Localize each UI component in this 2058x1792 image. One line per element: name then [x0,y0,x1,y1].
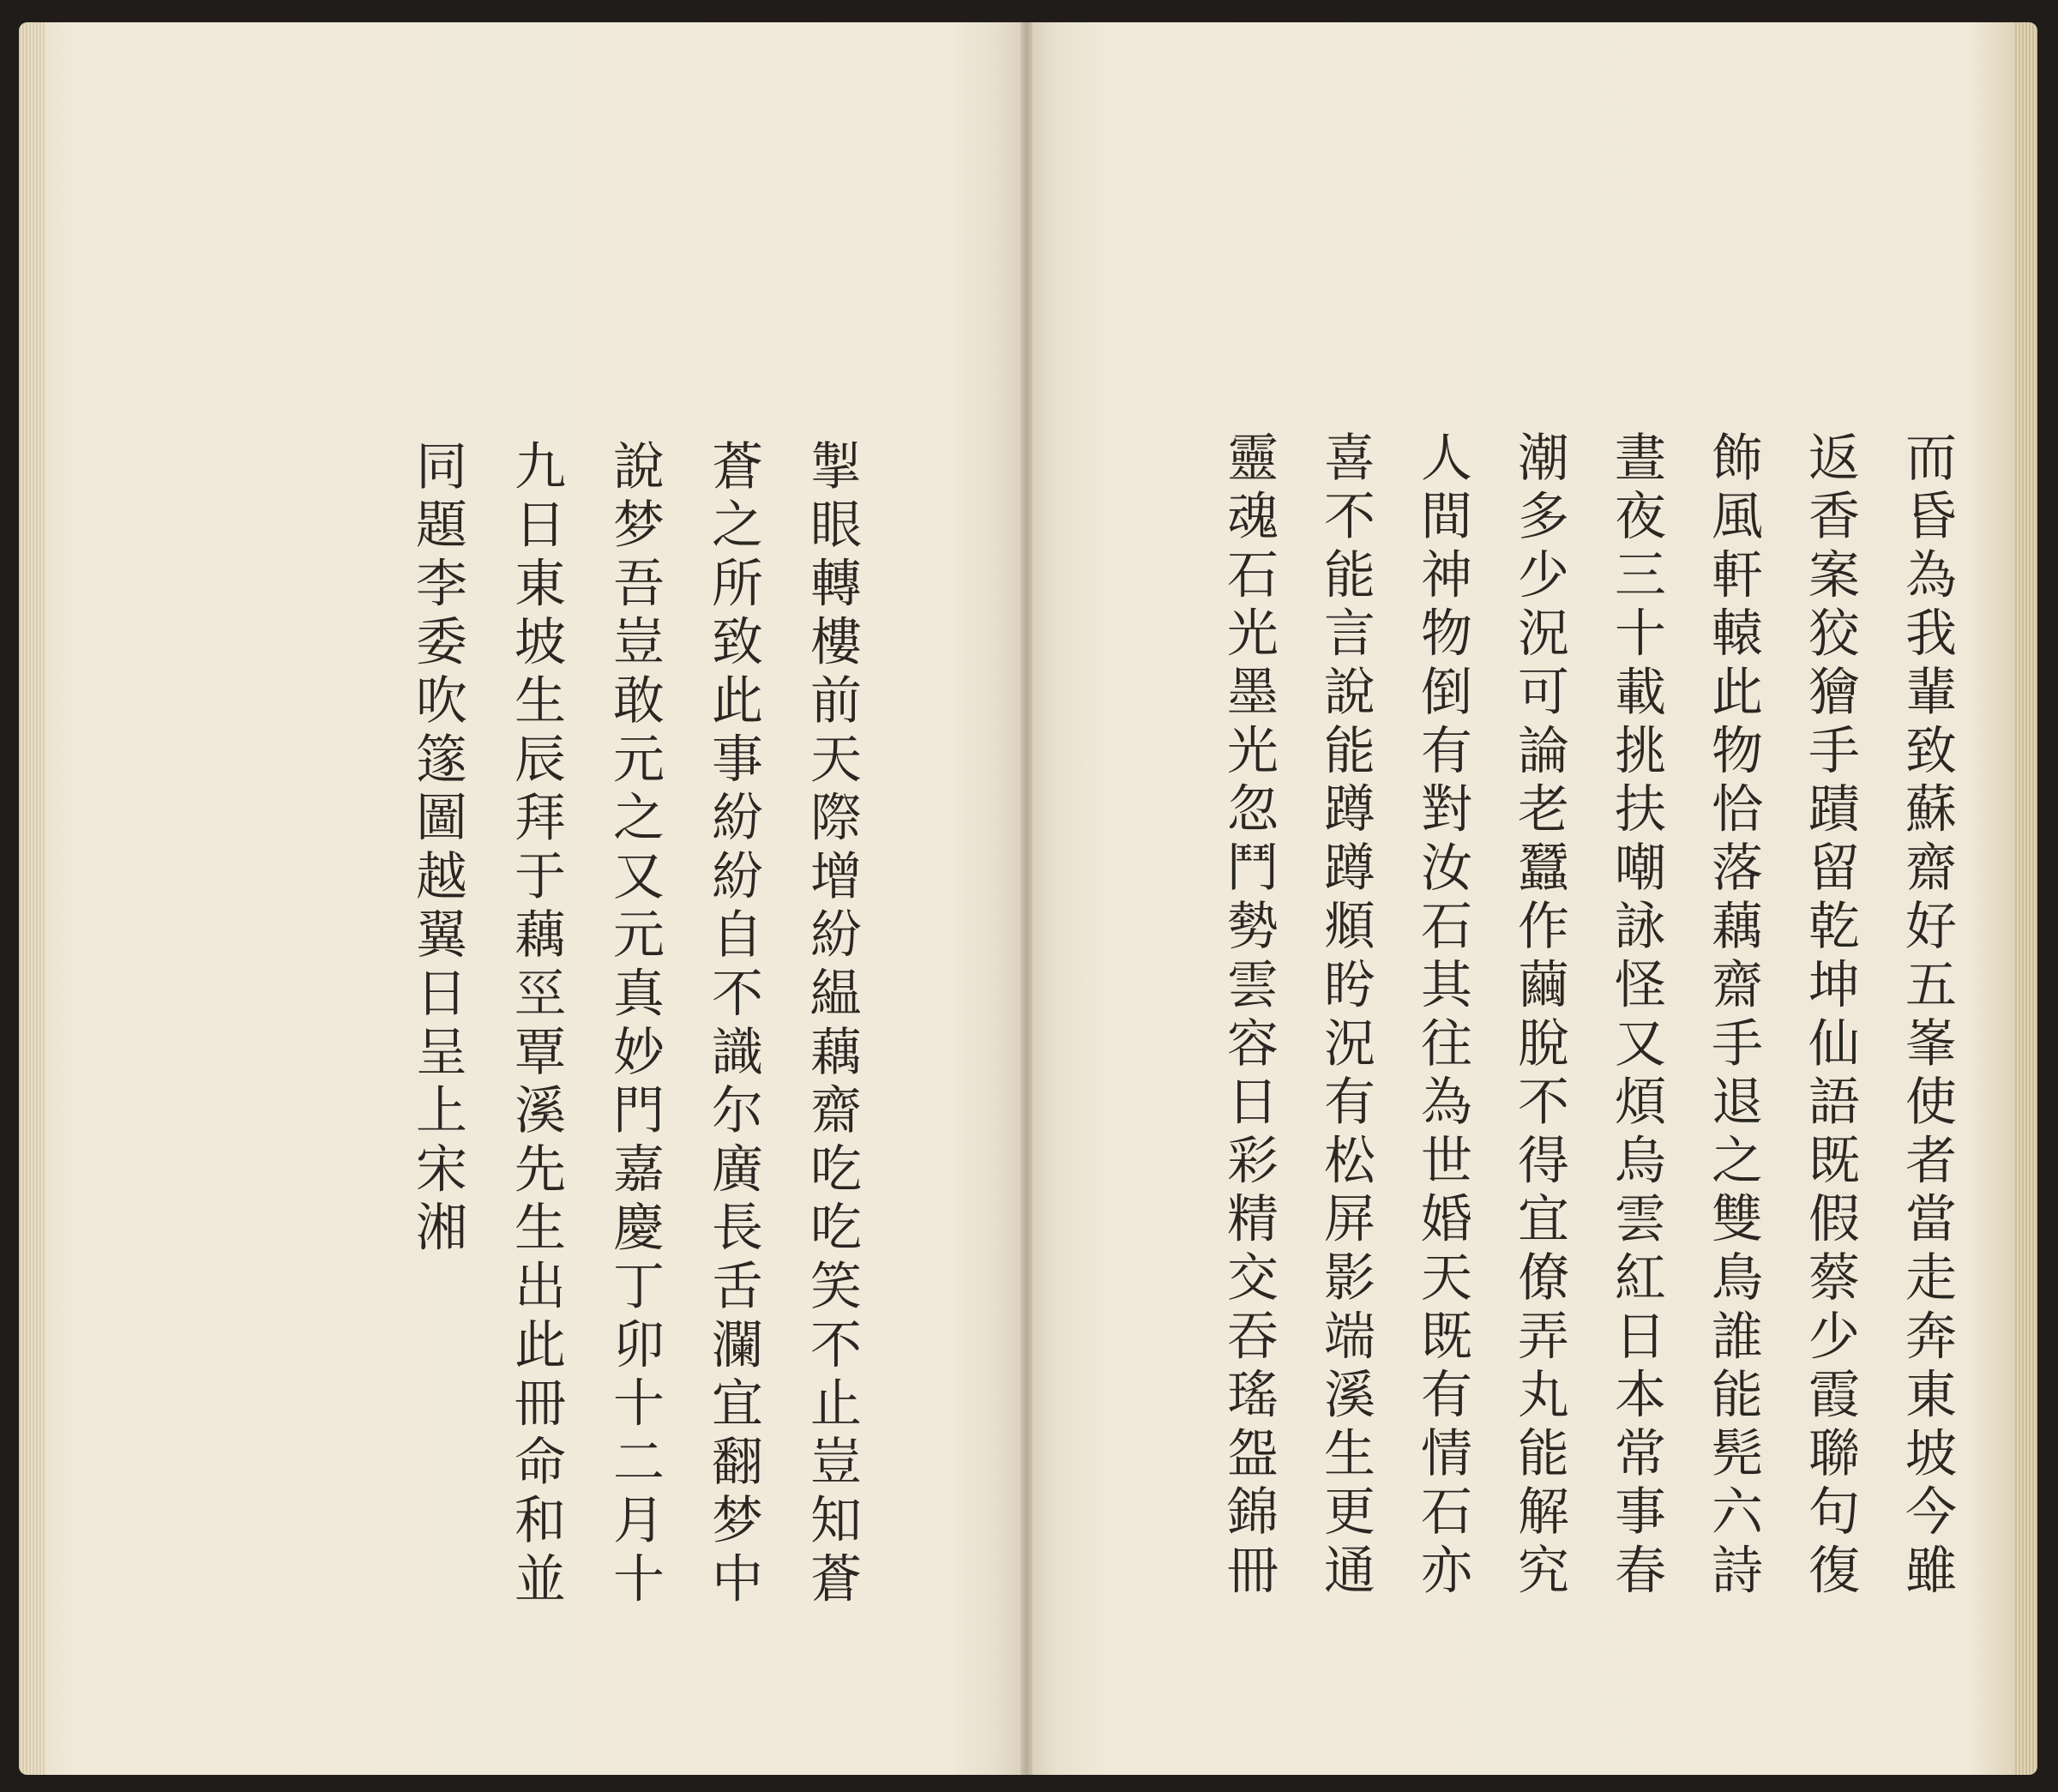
right-column-1: 而昏為我輩致蘇齋好五峯使者當走奔東坡今雖 [1897,430,1957,1602]
left-column-1: 掣眼轉樓前天際增紛緼藕齋吃吃笑不止豈知蒼 [802,439,862,1610]
book-gutter [1020,22,1032,1775]
left-page-edges [19,22,45,1775]
right-page [1026,22,2037,1775]
open-book [19,22,2037,1775]
right-column-2: 返香案狡獪手蹟留乾坤仙語既假蔡少霞聯句復 [1800,430,1860,1602]
right-page-edges [2015,22,2037,1775]
right-column-4: 晝夜三十載挑扶嘲詠怪又煩烏雲紅日本常事春 [1606,430,1666,1602]
left-column-4: 九日東坡生辰拜于藕巠覃溪先生出此冊命和並 [506,439,566,1610]
right-column-5: 潮多少況可論老蠶作繭脫不得宜僚弄丸能解究 [1509,430,1569,1602]
left-column-3: 說梦吾豈敢元之又元真妙門嘉慶丁卯十二月十 [605,439,665,1610]
right-column-6: 人間神物倒有對汝石其往為世婚天既有情石亦 [1412,430,1472,1602]
right-column-3: 飾風軒轅此物恰落藕齋手退之雙鳥誰能髡六詩 [1703,430,1763,1602]
right-column-7: 喜不能言說能蹲蹲頫盻況有松屏影端溪生更通 [1315,430,1375,1602]
left-page [19,22,1026,1775]
left-column-5: 同題李委吹篴圖越翼日呈上宋湘 [407,439,467,1260]
left-column-2: 蒼之所致此事紛紛自不識尔廣長舌瀾宜翻梦中 [703,439,763,1610]
right-column-8: 靈魂石光墨光忽鬥勢雲容日彩精交吞瑤盌錦冊 [1219,430,1279,1602]
